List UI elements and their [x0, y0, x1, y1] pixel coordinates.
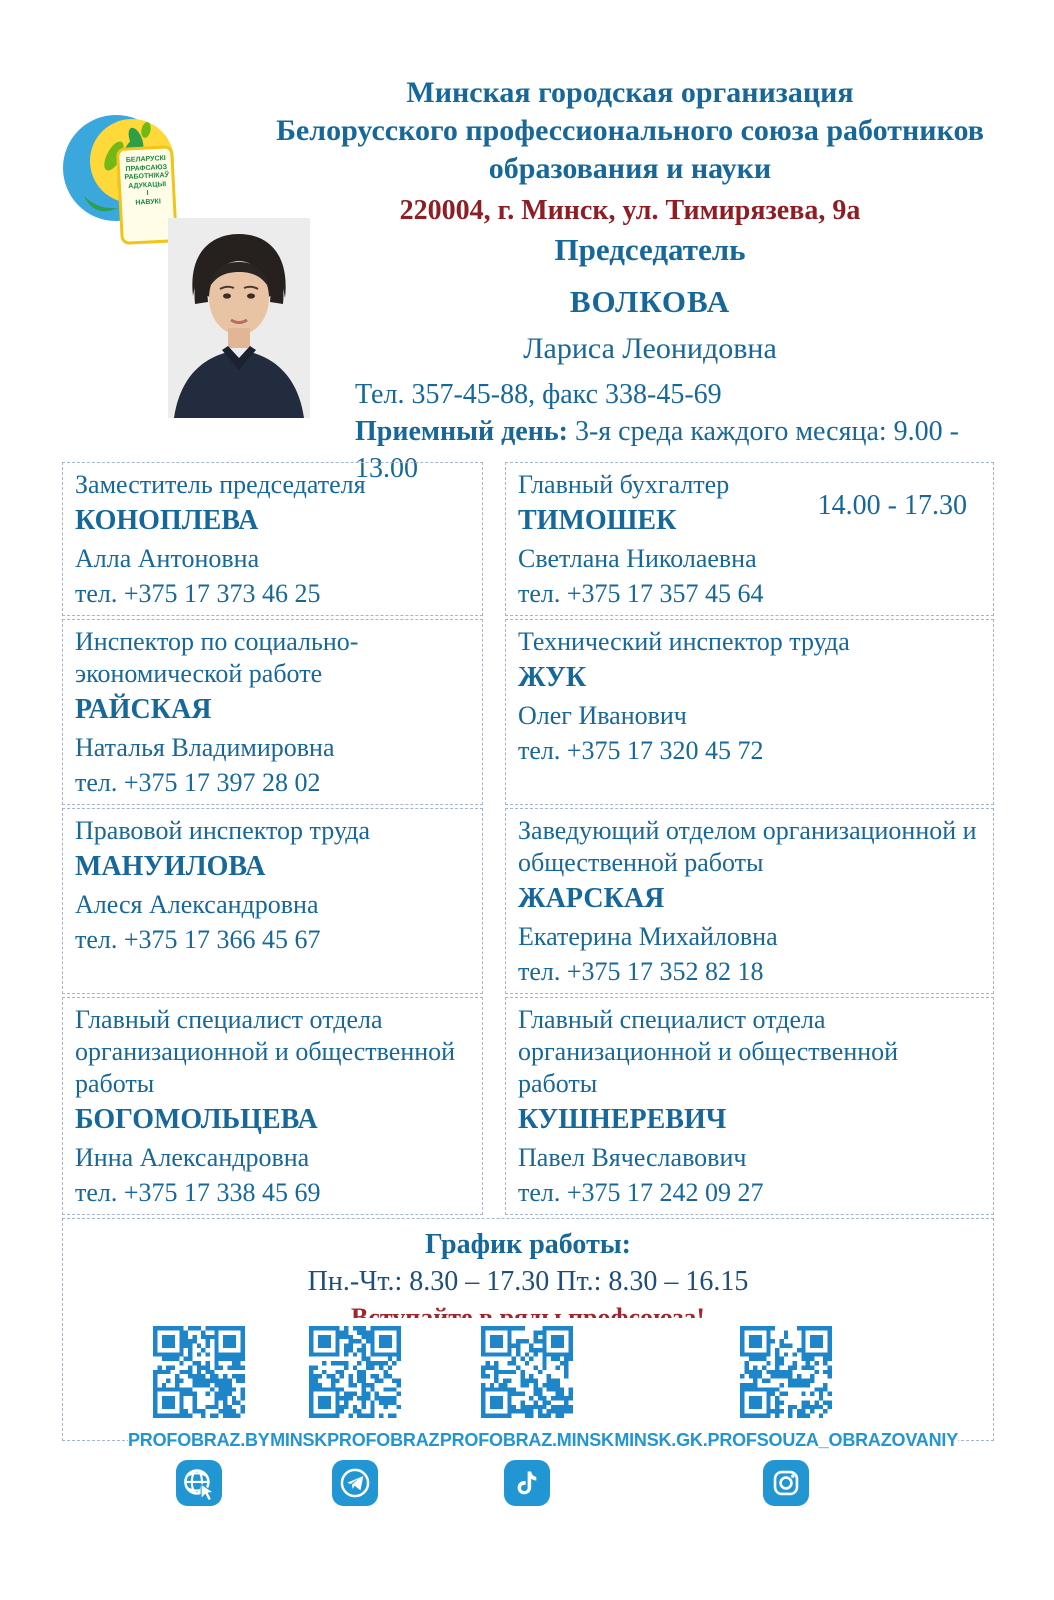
- staff-phone: тел. +375 17 373 46 25: [75, 579, 321, 608]
- reception-line2: 14.00 - 17.30: [817, 490, 967, 521]
- staff-name: Алла Антоновна: [75, 544, 260, 573]
- staff-name: Олег Иванович: [518, 701, 687, 730]
- staff-phone: тел. +375 17 320 45 72: [518, 736, 764, 765]
- qr-code: [740, 1326, 832, 1418]
- org-address: 220004, г. Минск, ул. Тимирязева, 9а: [399, 195, 861, 226]
- chairman-surname: ВОЛКОВА: [569, 284, 731, 319]
- staff-name: Екатерина Михайловна: [518, 922, 778, 951]
- staff-position: Главный специалист отдела организационной и общественной работы: [75, 1005, 456, 1098]
- staff-position: Главный бухгалтер: [518, 470, 730, 499]
- staff-surname: ЖУК: [518, 662, 587, 693]
- portrait-graphic: [168, 218, 310, 418]
- telegram-icon: [332, 1460, 378, 1506]
- staff-cell: [62, 462, 483, 616]
- staff-phone: тел. +375 17 242 09 27: [518, 1178, 764, 1207]
- org-title-line3: образования и науки: [488, 152, 772, 185]
- staff-surname: МАНУИЛОВА: [75, 851, 266, 882]
- qr-item-website: [128, 1326, 270, 1506]
- instagram-icon: [763, 1460, 809, 1506]
- chairman-block: [300, 232, 1000, 366]
- staff-cell: [505, 997, 994, 1215]
- staff-phone: тел. +375 17 352 82 18: [518, 957, 764, 986]
- qr-code: [481, 1326, 573, 1418]
- staff-phone: тел. +375 17 357 45 64: [518, 579, 764, 608]
- org-logo: [62, 104, 182, 254]
- qr-item-telegram: [270, 1326, 439, 1506]
- logo-card-text: [121, 155, 174, 209]
- staff-phone: тел. +375 17 397 28 02: [75, 768, 321, 797]
- staff-surname: КУШНЕРЕВИЧ: [518, 1104, 727, 1135]
- staff-surname: ТИМОШЕК: [518, 505, 677, 536]
- website-globe-icon: [176, 1460, 222, 1506]
- staff-name: Светлана Николаевна: [518, 544, 757, 573]
- staff-position: Главный специалист отдела организационной и общественной работы: [518, 1005, 899, 1098]
- staff-position: Технический инспектор труда: [518, 627, 850, 656]
- reception-label: Приемный день:: [355, 416, 568, 447]
- staff-name: Павел Вячеславович: [518, 1143, 747, 1172]
- org-title-line1: Минская городская организация: [406, 76, 854, 109]
- staff-table: [62, 462, 994, 1441]
- staff-cell: [62, 808, 483, 994]
- logo-line: І: [146, 189, 149, 198]
- qr-code: [153, 1326, 245, 1418]
- staff-name: Наталья Владимировна: [75, 733, 335, 762]
- qr-band: [128, 1318, 958, 1518]
- logo-line: АДУКАЦЫІ: [128, 180, 167, 190]
- schedule-hours: Пн.-Чт.: 8.30 – 17.30 Пт.: 8.30 – 16.15: [307, 1266, 749, 1297]
- qr-code: [309, 1326, 401, 1418]
- staff-phone: тел. +375 17 338 45 69: [75, 1178, 321, 1207]
- chairman-photo: [168, 218, 310, 418]
- staff-cell: [505, 619, 994, 805]
- staff-cell: [505, 808, 994, 994]
- schedule-title: График работы:: [424, 1229, 632, 1260]
- staff-position: Заместитель председателя: [75, 470, 366, 499]
- staff-surname: БОГОМОЛЬЦЕВА: [75, 1104, 318, 1135]
- staff-surname: ЖАРСКАЯ: [518, 883, 665, 914]
- chairman-name: Лариса Леонидовна: [523, 332, 777, 365]
- org-title-line2: Белорусского профессионального союза работников: [276, 114, 984, 147]
- logo-line: ПРАФСАЮЗ: [125, 163, 168, 173]
- staff-cell: [505, 462, 994, 616]
- chairman-title: Председатель: [554, 232, 746, 267]
- tiktok-icon: [504, 1460, 550, 1506]
- staff-position: Инспектор по социально-экономической работе: [75, 627, 359, 688]
- staff-phone: тел. +375 17 366 45 67: [75, 925, 321, 954]
- staff-position: Заведующий отделом организационной и общественной работы: [518, 816, 977, 877]
- staff-surname: РАЙСКАЯ: [75, 694, 212, 725]
- reception-text: 3-я среда каждого месяца: 9.00 - 13.00: [355, 416, 959, 484]
- chairman-phones: Тел. 357-45-88, факс 338-45-69: [355, 379, 722, 410]
- qr-label: MINSK.GK.PROFSOUZA_OBRAZOVANIY: [614, 1430, 958, 1450]
- staff-name: Инна Александровна: [75, 1143, 310, 1172]
- logo-line: БЕЛАРУСКІ: [125, 154, 166, 165]
- qr-label: MINSKPROFOBRAZ: [270, 1430, 440, 1450]
- staff-position: Правовой инспектор труда: [75, 816, 371, 845]
- staff-cell: [62, 997, 483, 1215]
- qr-label: PROFOBRAZ.BY: [128, 1430, 270, 1450]
- org-header: [260, 74, 1000, 228]
- logo-line: НАВУКІ: [135, 197, 161, 207]
- qr-item-instagram: [614, 1326, 958, 1506]
- qr-label: PROFOBRAZ.MINSK: [439, 1430, 614, 1450]
- qr-item-tiktok: [440, 1326, 614, 1506]
- logo-line: РАБОТНІКАЎ: [124, 171, 170, 182]
- staff-name: Алеся Александровна: [75, 890, 319, 919]
- staff-surname: КОНОПЛЕВА: [75, 505, 259, 536]
- staff-cell: [62, 619, 483, 805]
